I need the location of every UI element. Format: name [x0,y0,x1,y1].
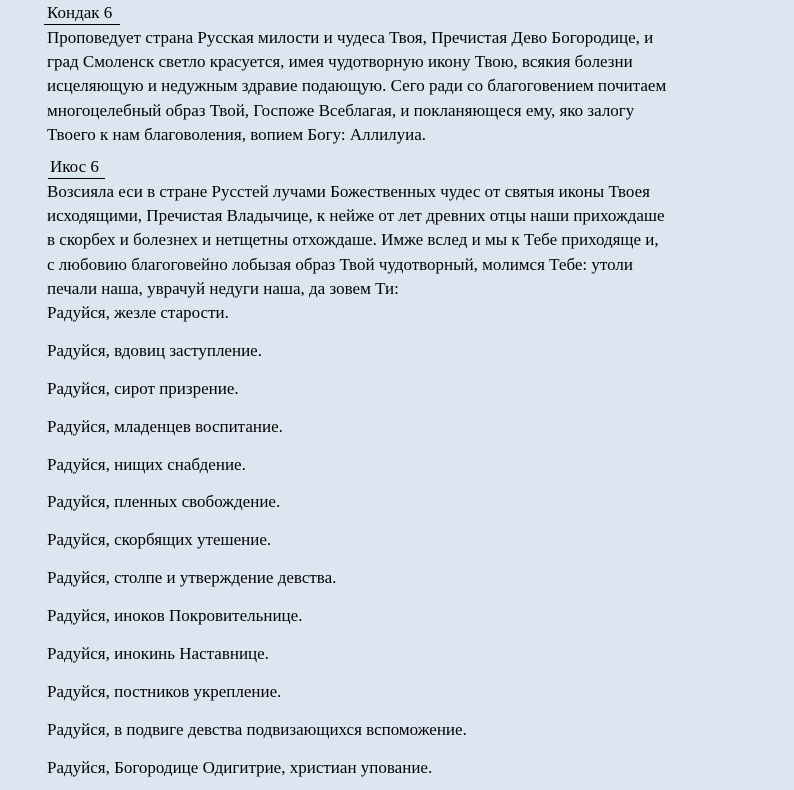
ikos-heading: Икос 6 [48,156,105,179]
ikos-line: Возсияла еси в стране Русстей лучами Божественных чудес от святыя иконы Твоея [47,182,650,202]
chairetismos-line: Радуйся, сирот призрение. [47,378,239,398]
kondak-line: многоцелебный образ Твой, Госпоже Всеблагая, и покланяющеся ему, яко залогу [47,100,635,120]
chairetismos-line: Радуйся, в подвиге девства подвизающихся вспоможение. [47,719,467,739]
kondak-line: исцеляющую и недужным здравие подающую. Сего ради со благоговением почитаем [47,76,667,96]
ikos-line: в скорбех и болезнех и нетщетны отхождаше. Имже вслед и мы к Тебе приходяще и, [47,230,659,250]
ikos-line: с любовию благоговейно лобызая образ Твой чудотворный, молимся Тебе: утоли [47,254,633,274]
kondak-heading: Кондак 6 [44,2,120,25]
chairetismos-line: Радуйся, иноков Покровительнице. [47,606,303,626]
chairetismos-line: Радуйся, инокинь Наставнице. [47,644,269,664]
chairetismos-line: Радуйся, Богородице Одигитрие, христиан упование. [47,757,433,777]
chairetismos-line: Радуйся, жезле старости. [47,303,229,323]
chairetismos-line: Радуйся, младенцев воспитание. [47,416,283,436]
chairetismoi-list [47,301,794,780]
chairetismos-line: Радуйся, столпе и утверждение девства. [47,568,337,588]
kondak-line: Проповедует страна Русская милости и чудеса Твоя, Пречистая Дево Богородице, и [47,28,654,47]
chairetismos-line: Радуйся, вдовиц заступление. [47,340,262,360]
kondak-line: град Смоленск светло красуется, имея чудотворную икону Твою, всякия болезни [47,52,633,72]
ikos-text [47,180,747,301]
chairetismos-line: Радуйся, постников укрепление. [47,681,282,701]
chairetismos-line: Радуйся, пленных свобождение. [47,492,281,512]
ikos-line: печали наша, уврачуй недуги наша, да зовем Ти: [47,278,399,298]
kondak-line: Твоего к нам благоволения, вопием Богу: Аллилуиа. [47,124,427,144]
kondak-text [47,26,747,147]
ikos-line: исходящими, Пречистая Владычице, к нейже от лет древних отцы наши прихождаше [47,206,665,226]
chairetismos-line: Радуйся, скорбящих утешение. [47,530,272,550]
chairetismos-line: Радуйся, нищих снабдение. [47,454,246,474]
